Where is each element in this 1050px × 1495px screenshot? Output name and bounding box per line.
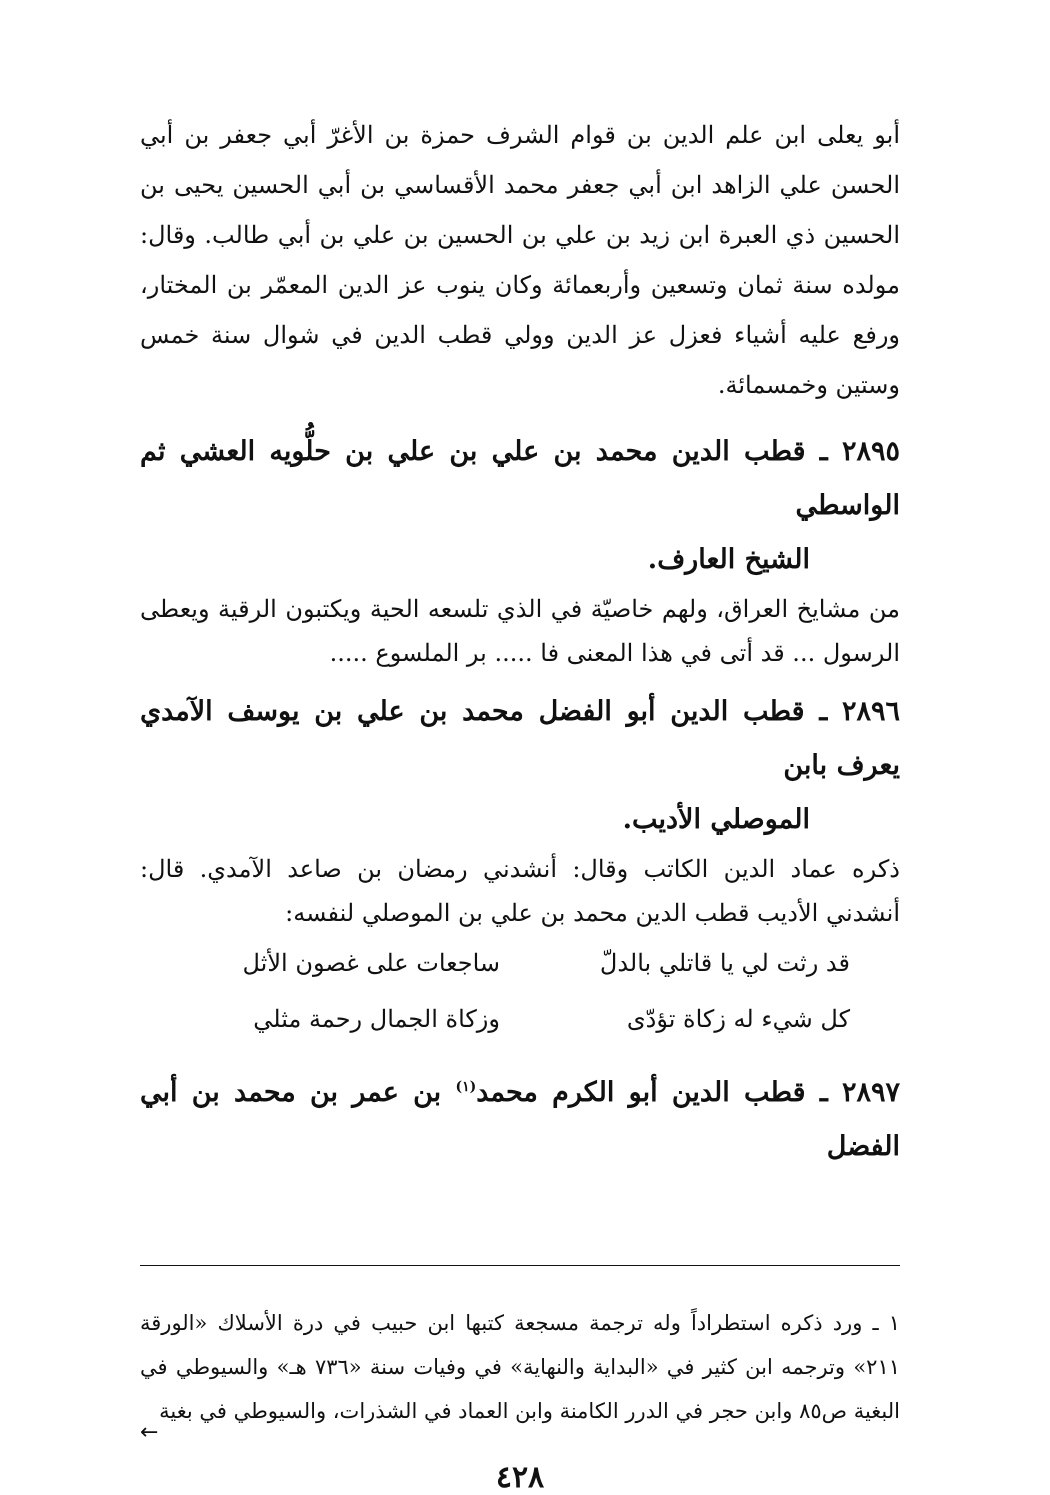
footnote: ١ ـ ورد ذكره استطراداً وله ترجمة مسجعة كتبها ابن حبيب في درة الأسلاك «الورقة ٢١١» وترجمه ابن كثير في «البداية والنهاية» في وفيات سنة «٧٣٦ هـ» والسيوطي في البغية ص٨٥ وابن حجر في الدرر الكامنة وابن العماد في الشذرات، والسيوطي في بغية	[140, 1311, 901, 1423]
continuation-arrow-icon: ←	[140, 1420, 159, 1445]
page-number: ٤٢٨	[495, 1460, 545, 1495]
entry-heading-line2: الشيخ العارف.	[647, 544, 810, 575]
verse-first-hemistich: قد رثت لي يا قاتلي بالدلّ	[599, 949, 850, 977]
verse-line	[140, 935, 900, 991]
footnote-separator	[140, 1265, 900, 1266]
book-page	[140, 110, 901, 1495]
verse-second-hemistich: وزكاة الجمال رحمة مثلي	[253, 1005, 500, 1033]
entry-heading-post: بن عمر بن محمد بن أبي الفضل	[140, 1077, 900, 1162]
verse-first-hemistich: كل شيء له زكاة تؤدّى	[626, 1005, 850, 1033]
verse-second-hemistich: ساجعات على غصون الأثل	[242, 949, 500, 977]
entry-heading-pre: ٢٨٩٧ ـ قطب الدين أبو الكرم محمد	[476, 1077, 900, 1108]
entry-body: ذكره عماد الدين الكاتب وقال: أنشدني رمضان بن صاعد الآمدي. قال: أنشدني الأديب قطب الدين محمد بن علي بن الموصلي لنفسه:	[140, 855, 900, 927]
entry-heading	[140, 685, 900, 847]
entry-heading-line1: ٢٨٩٥ ـ قطب الدين محمد بن علي بن علي بن حلُّويه العشي ثم الواسطي	[140, 436, 900, 521]
verse-line	[140, 991, 900, 1047]
entry-heading	[140, 425, 900, 587]
entry-2895	[140, 425, 900, 675]
entry-heading-line1: ٢٨٩٦ ـ قطب الدين أبو الفضل محمد بن علي بن يوسف الآمدي يعرف بابن	[140, 696, 900, 781]
entry-2897	[140, 1060, 900, 1174]
top-paragraph: أبو يعلى ابن علم الدين بن قوام الشرف حمزة بن الأغرّ أبي جعفر بن أبي الحسن علي الزاهد ابن أبي جعفر محمد الأقساسي بن أبي الحسين يحيى بن الحسين ذي العبرة ابن زيد بن علي بن الحسين بن علي بن أبي طالب. وقال: مولده سنة ثمان وتسعين وأربعمائة وكان ينوب عز الدين المعمّر بن المختار، ورفع عليه أشياء فعزل عز الدين وولي قطب الدين في شوال سنة خمس وستين وخمسمائة.	[140, 121, 900, 399]
entry-heading	[140, 1060, 900, 1174]
entry-heading-line2: الموصلي الأديب.	[622, 804, 810, 835]
entry-2896	[140, 685, 900, 1047]
entry-body: من مشايخ العراق، ولهم خاصيّة في الذي تلسعه الحية ويكتبون الرقية ويعطى الرسول ... قد أتى في هذا المعنى فا ..... بر الملسوع .....	[140, 595, 900, 667]
footnote-marker[interactable]: (١)	[455, 1079, 477, 1095]
